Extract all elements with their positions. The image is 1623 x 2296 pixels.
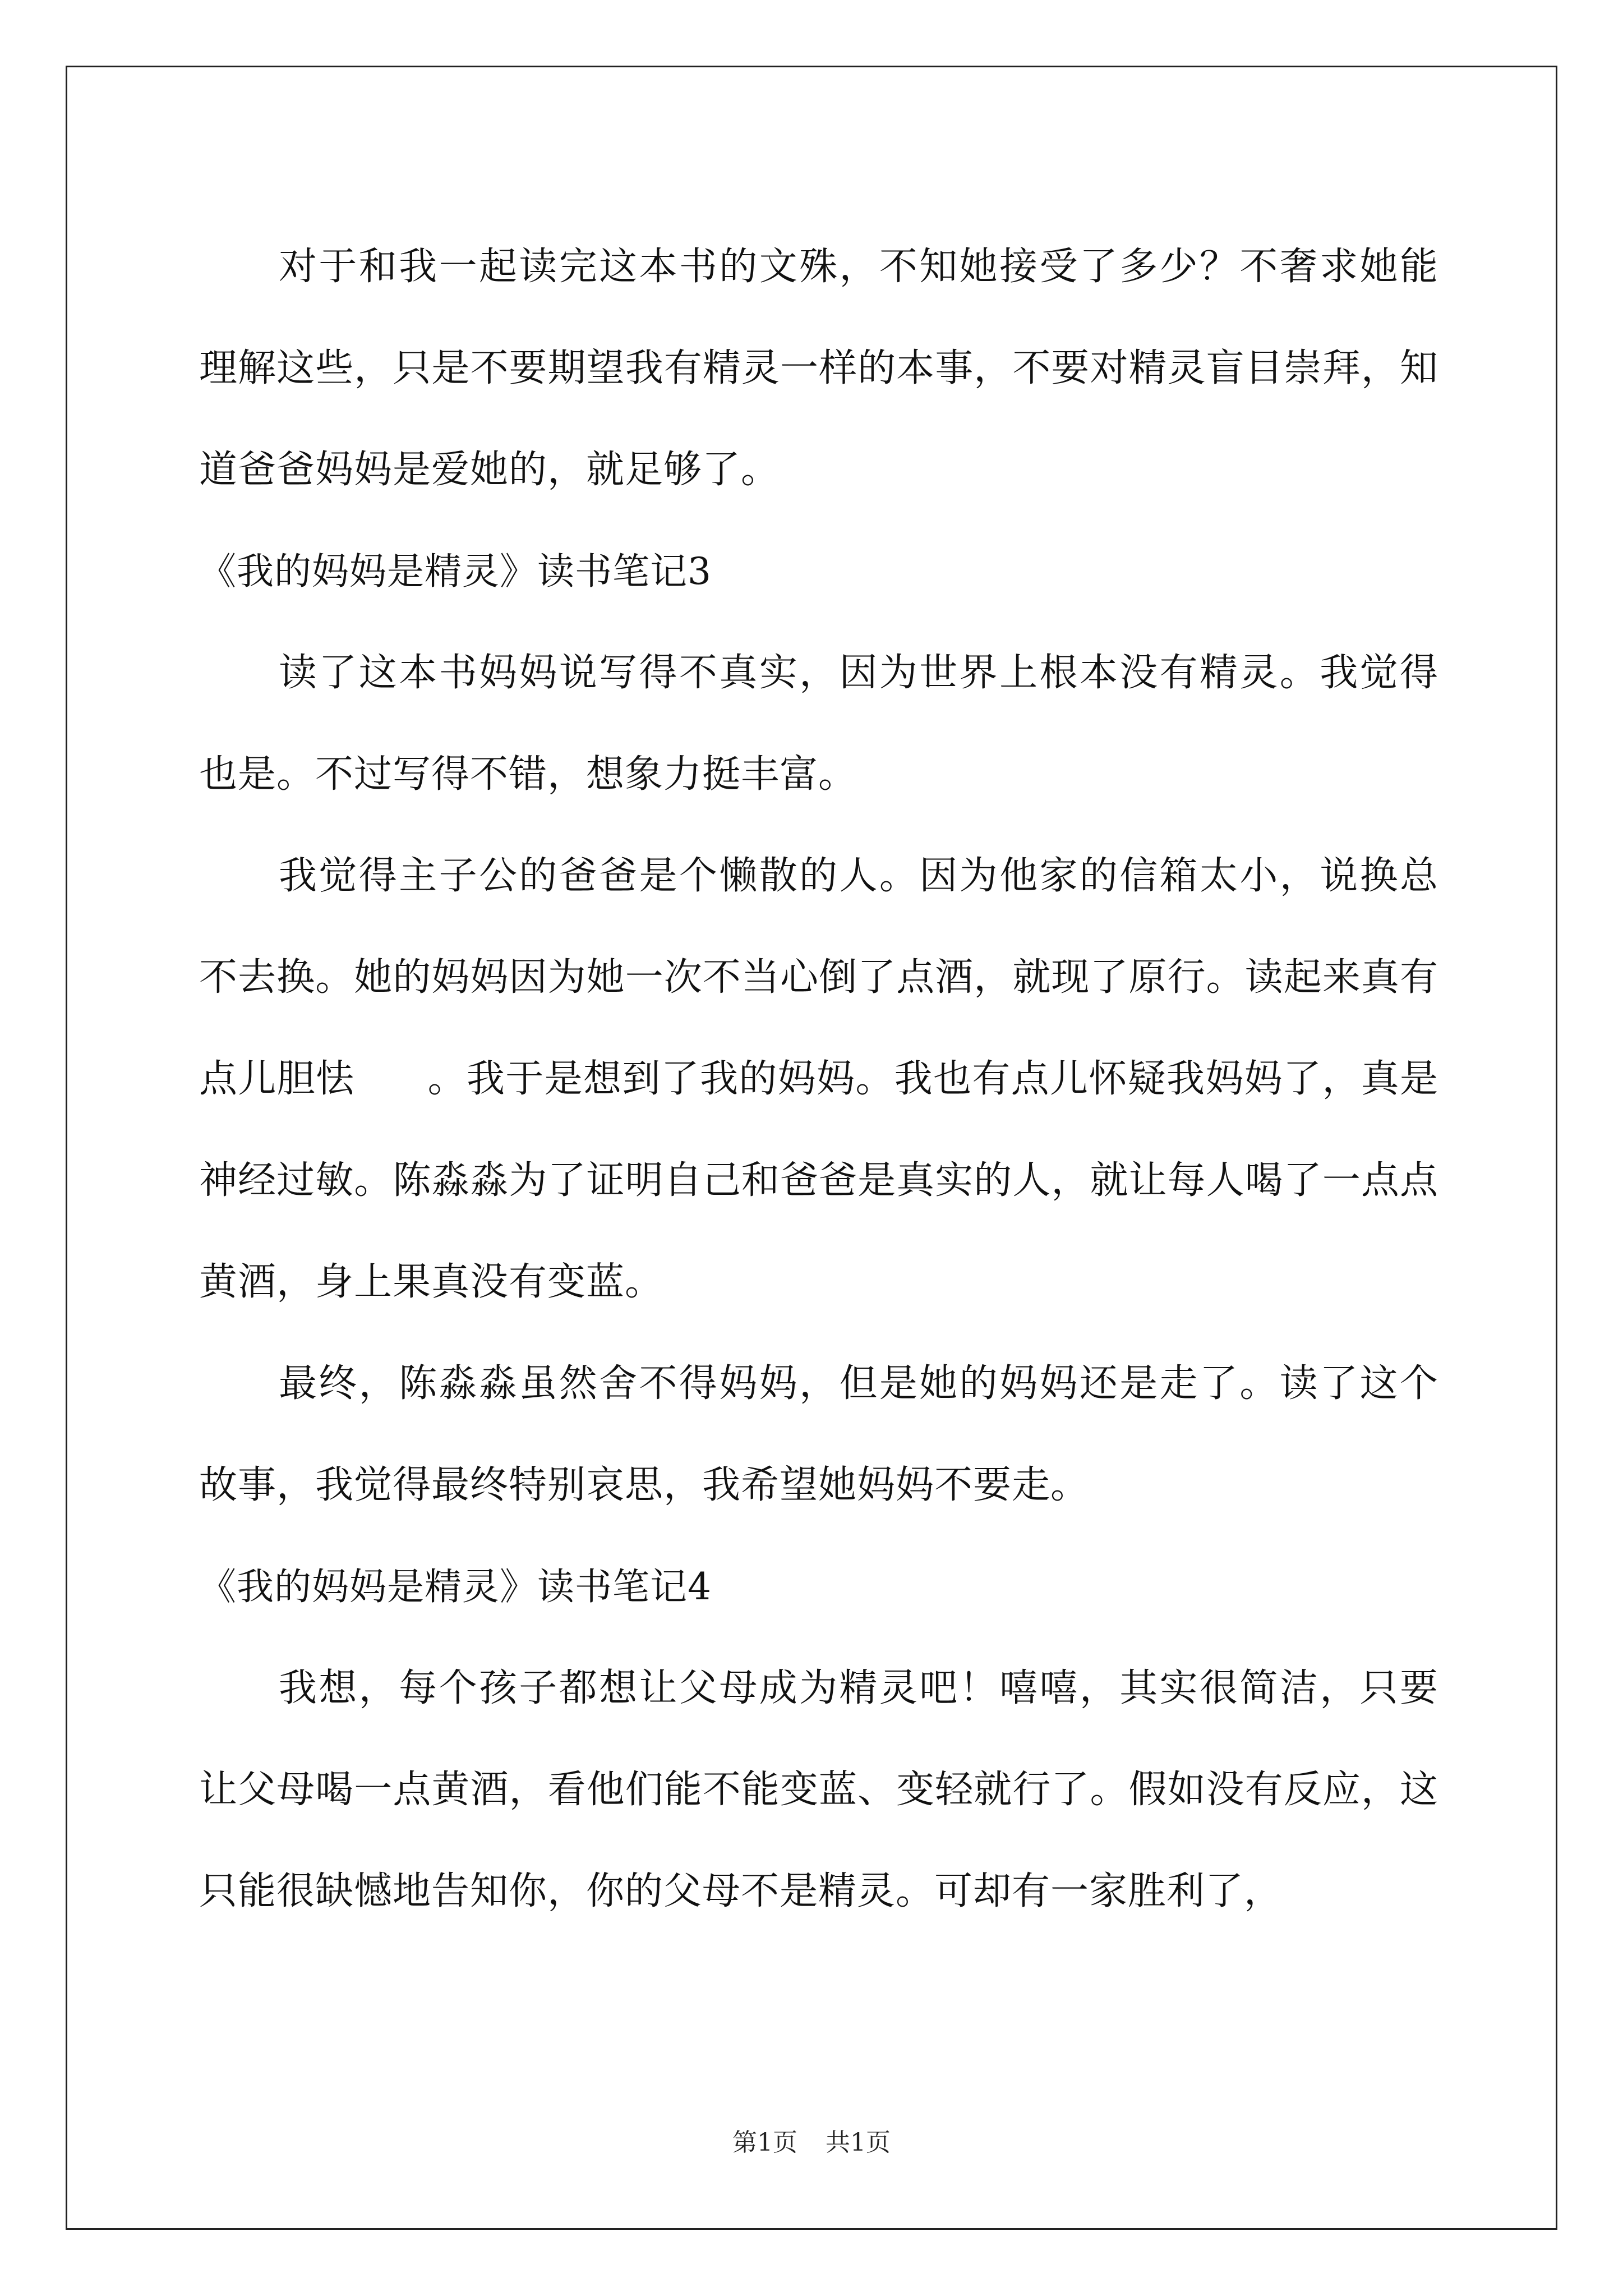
page-number: 第1页: [732, 2128, 797, 2157]
paragraph-5: 我想，每个孩子都想让父母成为精灵吧！嘻嘻，其实很简洁，只要让父母喝一点黄酒，看他们能不能变蓝、变轻就行了。假如没有反应，这只能很缺憾地告知你，你的父母不是精灵。可却有一家胜利了，: [199, 1666, 1438, 1913]
paragraph-3: [199, 825, 1438, 1333]
page-footer: [0, 2126, 1623, 2160]
section-heading-3: 《我的妈妈是精灵》读书笔记3: [199, 550, 712, 593]
paragraph-3-part-2: 。我于是想到了我的妈妈。我也有点儿怀疑我妈妈了，真是神经过敏。陈淼淼为了证明自己和爸爸是真实的人，就让每人喝了一点点黄酒，身上果真没有变蓝。: [199, 1057, 1438, 1304]
paragraph-3-part-1: 我觉得主子公的爸爸是个懒散的人。因为他家的信箱太小，说换总不去换。她的妈妈因为她一次不当心倒了点酒，就现了原行。读起来真有点儿胆怯: [199, 854, 1438, 1101]
paragraph-4: 最终，陈淼淼虽然舍不得妈妈，但是她的妈妈还是走了。读了这个故事，我觉得最终特别哀思，我希望她妈妈不要走。: [199, 1361, 1438, 1507]
paragraph-1: 对于和我一起读完这本书的文殊，不知她接受了多少？不奢求她能理解这些，只是不要期望我有精灵一样的本事，不要对精灵盲目崇拜，知道爸爸妈妈是爱她的，就足够了。: [199, 245, 1438, 492]
paragraph-2: 读了这本书妈妈说写得不真实，因为世界上根本没有精灵。我觉得也是。不过写得不错，想象力挺丰富。: [199, 651, 1438, 797]
document-body: [199, 216, 1438, 1942]
page-total: 共1页: [826, 2128, 891, 2157]
section-heading-4: 《我的妈妈是精灵》读书笔记4: [199, 1565, 712, 1608]
